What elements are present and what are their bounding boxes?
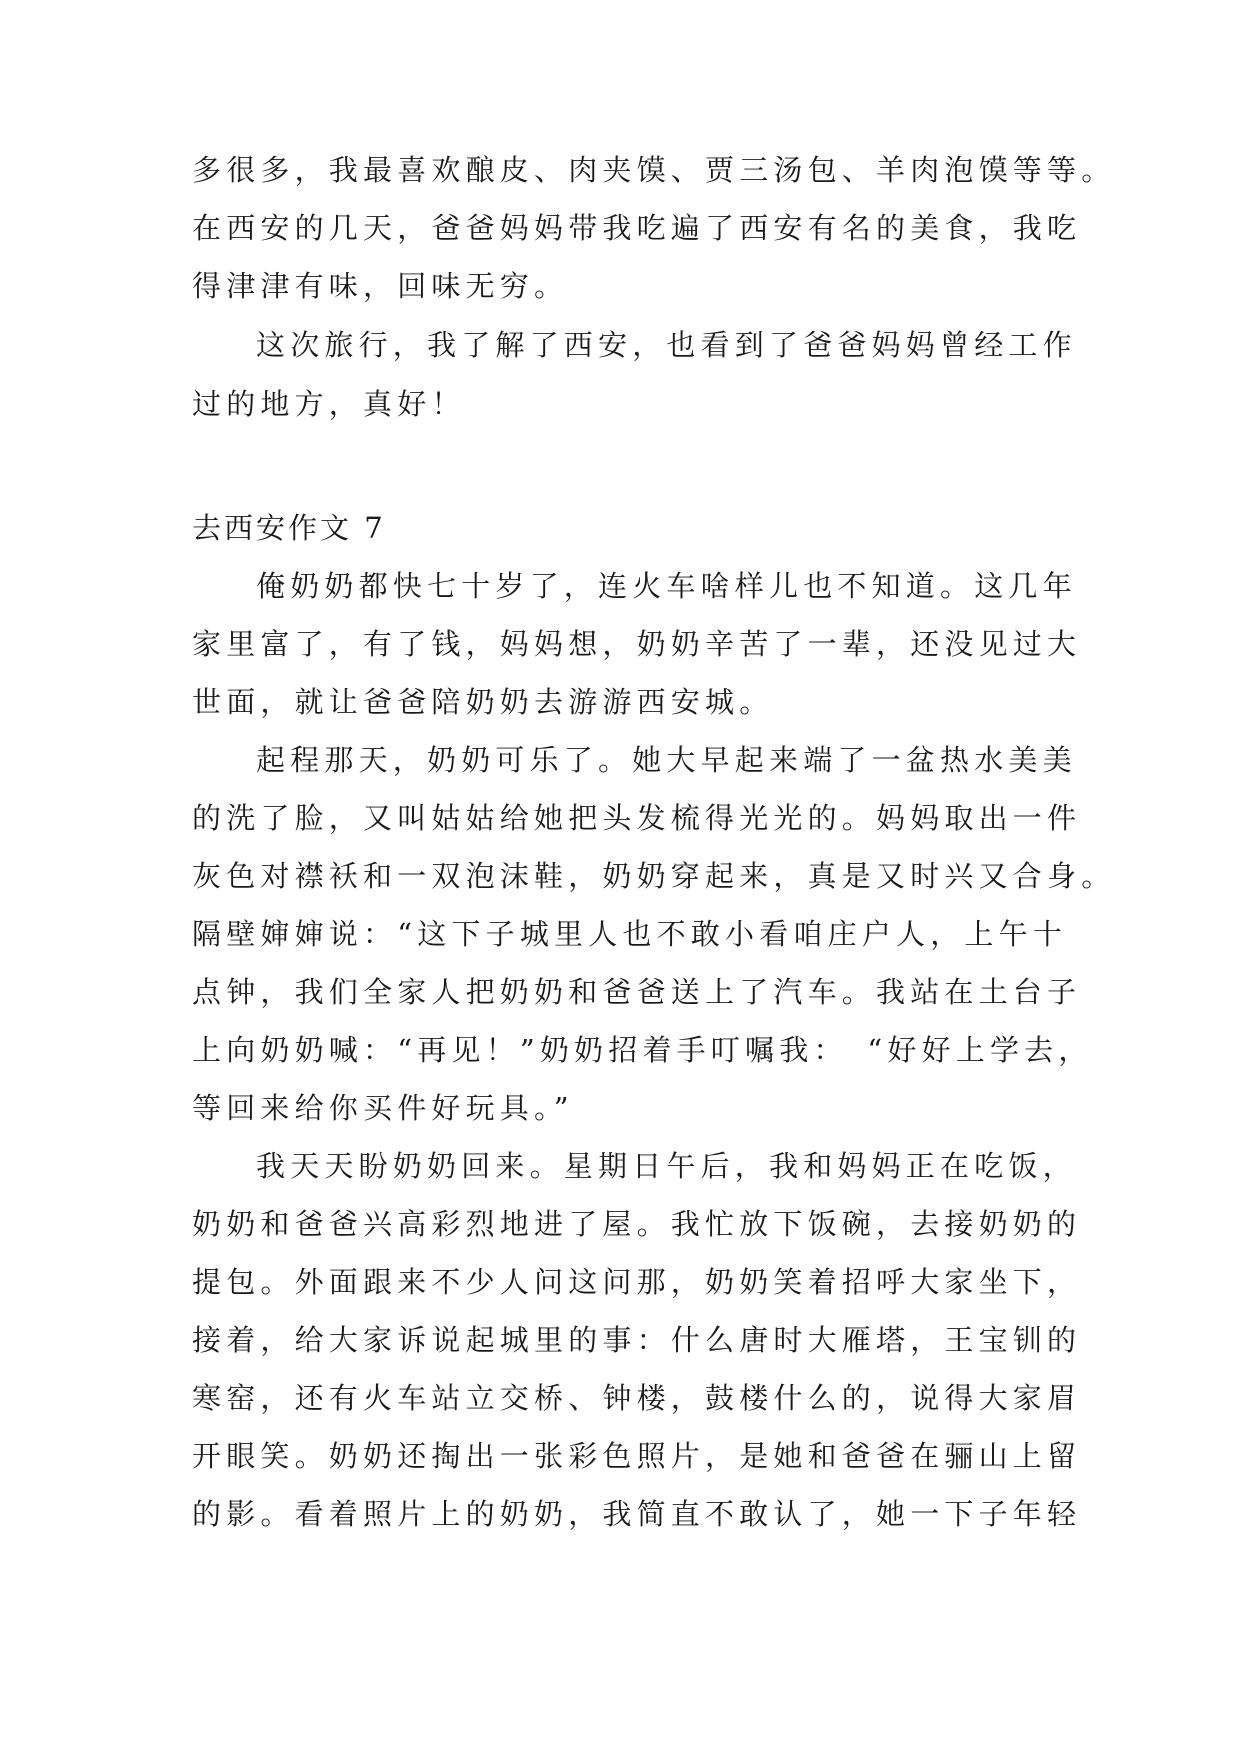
text-line: 点钟，我们全家人把奶奶和爸爸送上了汽车。我站在土台子 — [192, 975, 1082, 1009]
text-line: 的影。看着照片上的奶奶，我简直不敢认了，她一下子年轻 — [192, 1497, 1082, 1531]
text-line: 开眼笑。奶奶还掏出一张彩色照片，是她和爸爸在骊山上留 — [192, 1439, 1082, 1473]
text-line: 寒窑，还有火车站立交桥、钟楼，鼓楼什么的，说得大家眉 — [192, 1381, 1082, 1415]
paragraph-first-line: 俺奶奶都快七十岁了，连火车啥样儿也不知道。这几年 — [256, 569, 1077, 603]
text-line: 多很多，我最喜欢酿皮、肉夹馍、贾三汤包、羊肉泡馍等等。 — [192, 153, 1116, 187]
paragraph-first-line: 这次旅行，我了解了西安，也看到了爸爸妈妈曾经工作 — [256, 328, 1077, 362]
text-line: 上向奶奶喊：“再见！”奶奶招着手叮嘱我： “好好上学去， — [192, 1033, 1093, 1067]
text-line: 等回来给你买件好玩具。” — [192, 1091, 574, 1125]
text-line: 的洗了脸，又叫姑姑给她把头发梳得光光的。妈妈取出一件 — [192, 801, 1082, 835]
text-line: 灰色对襟袄和一双泡沫鞋，奶奶穿起来，真是又时兴又合身。 — [192, 859, 1116, 893]
text-line: 隔壁婶婶说：“这下子城里人也不敢小看咱庄户人，上午十 — [192, 917, 1068, 951]
paragraph-first-line: 我天天盼奶奶回来。星期日午后，我和妈妈正在吃饭， — [256, 1149, 1077, 1183]
paragraph-first-line: 起程那天，奶奶可乐了。她大早起来端了一盆热水美美 — [256, 743, 1077, 777]
text-line: 过的地方，真好！ — [192, 387, 466, 421]
text-line: 家里富了，有了钱，妈妈想，奶奶辛苦了一辈，还没见过大 — [192, 627, 1082, 661]
text-line: 奶奶和爸爸兴高彩烈地进了屋。我忙放下饭碗，去接奶奶的 — [192, 1207, 1082, 1241]
text-line: 世面，就让爸爸陪奶奶去游游西安城。 — [192, 685, 774, 719]
text-line: 提包。外面跟来不少人问这问那，奶奶笑着招呼大家坐下， — [192, 1265, 1082, 1299]
text-line: 在西安的几天，爸爸妈妈带我吃遍了西安有名的美食，我吃 — [192, 211, 1082, 245]
section-heading: 去西安作文 7 — [192, 511, 386, 545]
text-line: 得津津有味，回味无穷。 — [192, 269, 569, 303]
text-line: 接着，给大家诉说起城里的事：什么唐时大雁塔，王宝钏的 — [192, 1323, 1082, 1357]
